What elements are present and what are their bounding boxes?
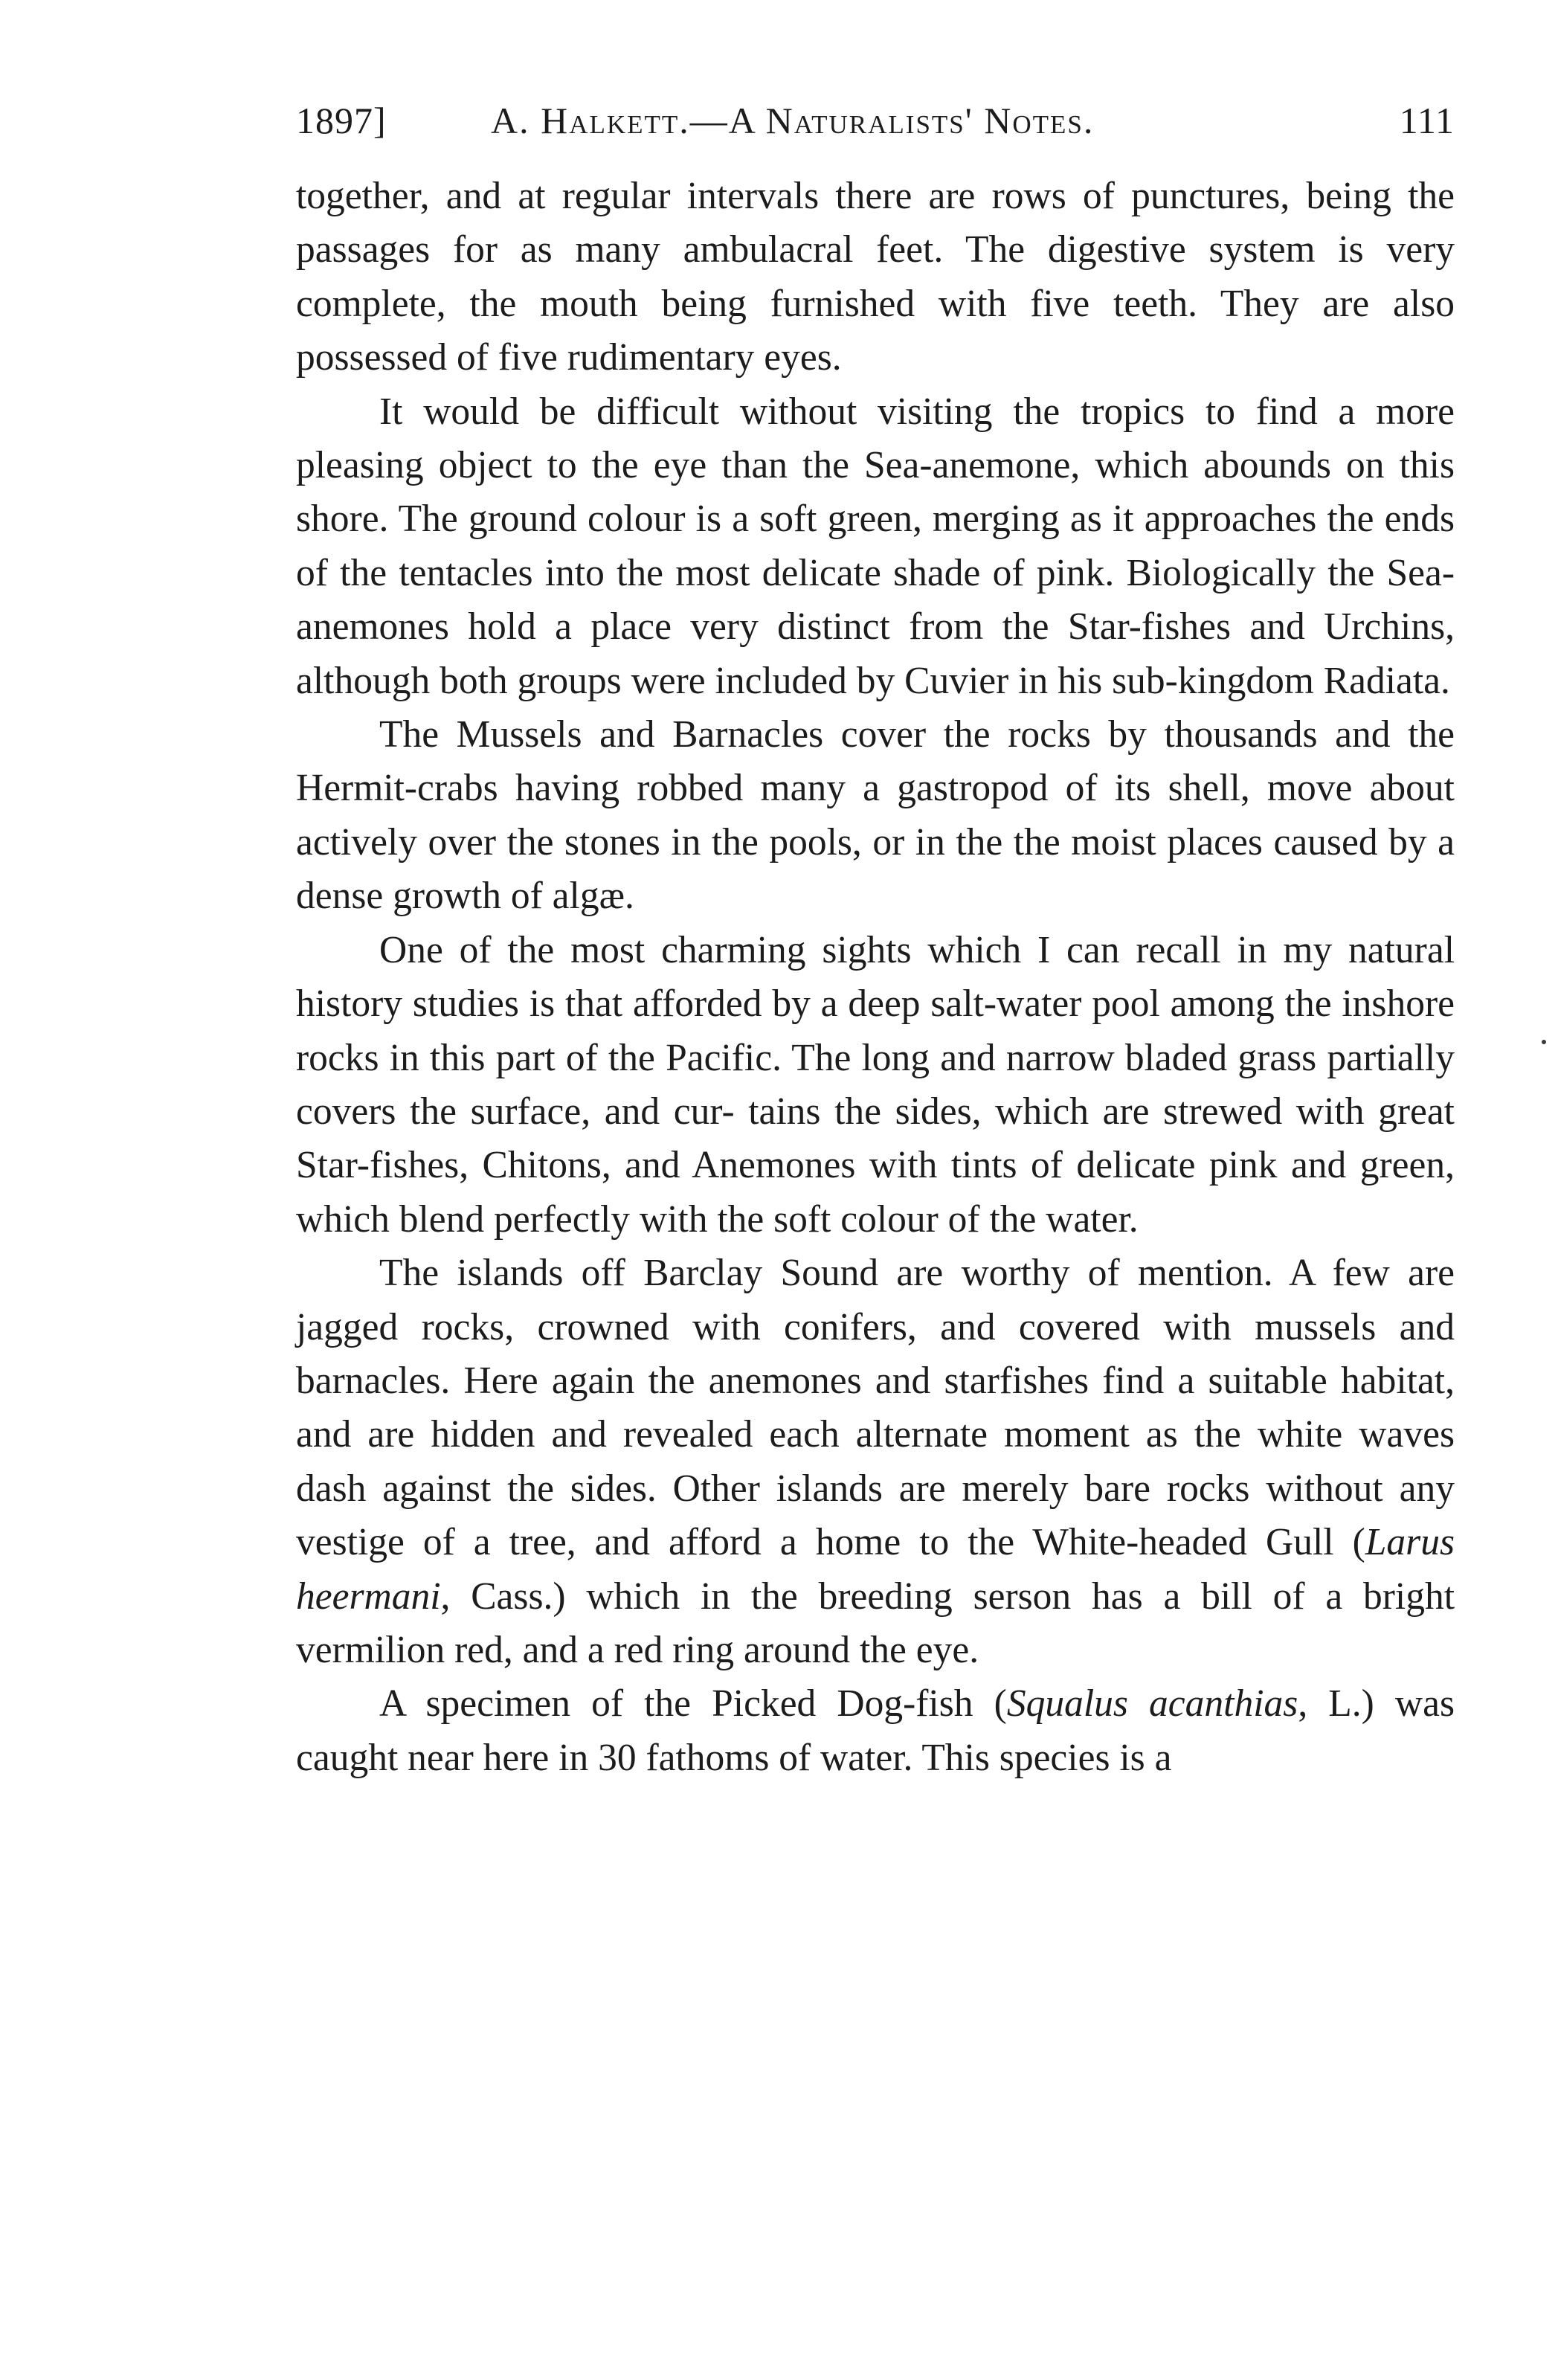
paragraph-digestive-system: together, and at regular intervals there are rows of punctures, being the passages for as many ambulacral feet. The digestive system is very complete, the mouth being furnished with five teeth. They are also possessed of five rudimentary eyes. [296, 175, 1455, 379]
body-text [296, 170, 1455, 1785]
header-year: 1897] [296, 100, 387, 141]
scientific-name: Squalus acanthias [1006, 1682, 1298, 1726]
paragraph-salt-water-pool: One of the most charming sights which I can recall in my natural history studies is that afforded by a deep salt-water pool among the inshore rocks in this part of the Pacific. The long and narrow bladed grass partially covers the surface, and cur- tains the sides, which are strewed with great Star-fishes, Chitons, and Anemones with tints of delicate pink and green, which blend perfectly with the soft colour of the water. [296, 928, 1455, 1241]
header-title: A. Halkett.—A Naturalists' Notes. [491, 100, 1095, 141]
paragraph-barclay-sound-islands: The islands off Barclay Sound are worthy of mention. A few are jagged rocks, crowned with conifers, and covered with mussels and barnacles. Here again the anemones and starfishes find a suitable habitat, and are hidden and revealed each alternate moment as the white waves dash against the sides. Other islands are merely bare rocks without any vestige of a tree, and afford a home to the White-headed Gull (Larus heermani, Cass.) which in the breeding serson has a bill of a bright vermilion red, and a red ring around the eye. [296, 1252, 1455, 1671]
scientific-name: Larus heermani [296, 1521, 1455, 1618]
paragraph-dog-fish: A specimen of the Picked Dog-fish (Squalus acanthias, L.) was caught near here in 30 fathoms of water. This species is a [296, 1682, 1455, 1779]
paragraph-mussels-barnacles: The Mussels and Barnacles cover the rocks by thousands and the Hermit-crabs having robbed many a gastropod of its shell, move about actively over the stones in the pools, or in the the moist places caused by a dense growth of algæ. [296, 713, 1455, 918]
page-number: 111 [1399, 100, 1455, 141]
paragraph-sea-anemone: It would be difficult without visiting the tropics to find a more pleasing object to the eye than the Sea-anemone, which abounds on this shore. The ground colour is a soft green, merging as it approaches the ends of the tentacles into the most delicate shade of pink. Biologically the Sea-anemones hold a place very distinct from the Star-fishes and Urchins, although both groups were included by Cuvier in his sub-kingdom Radiata. [296, 390, 1455, 702]
running-head [296, 91, 1455, 150]
scan-speck [1542, 1040, 1546, 1044]
